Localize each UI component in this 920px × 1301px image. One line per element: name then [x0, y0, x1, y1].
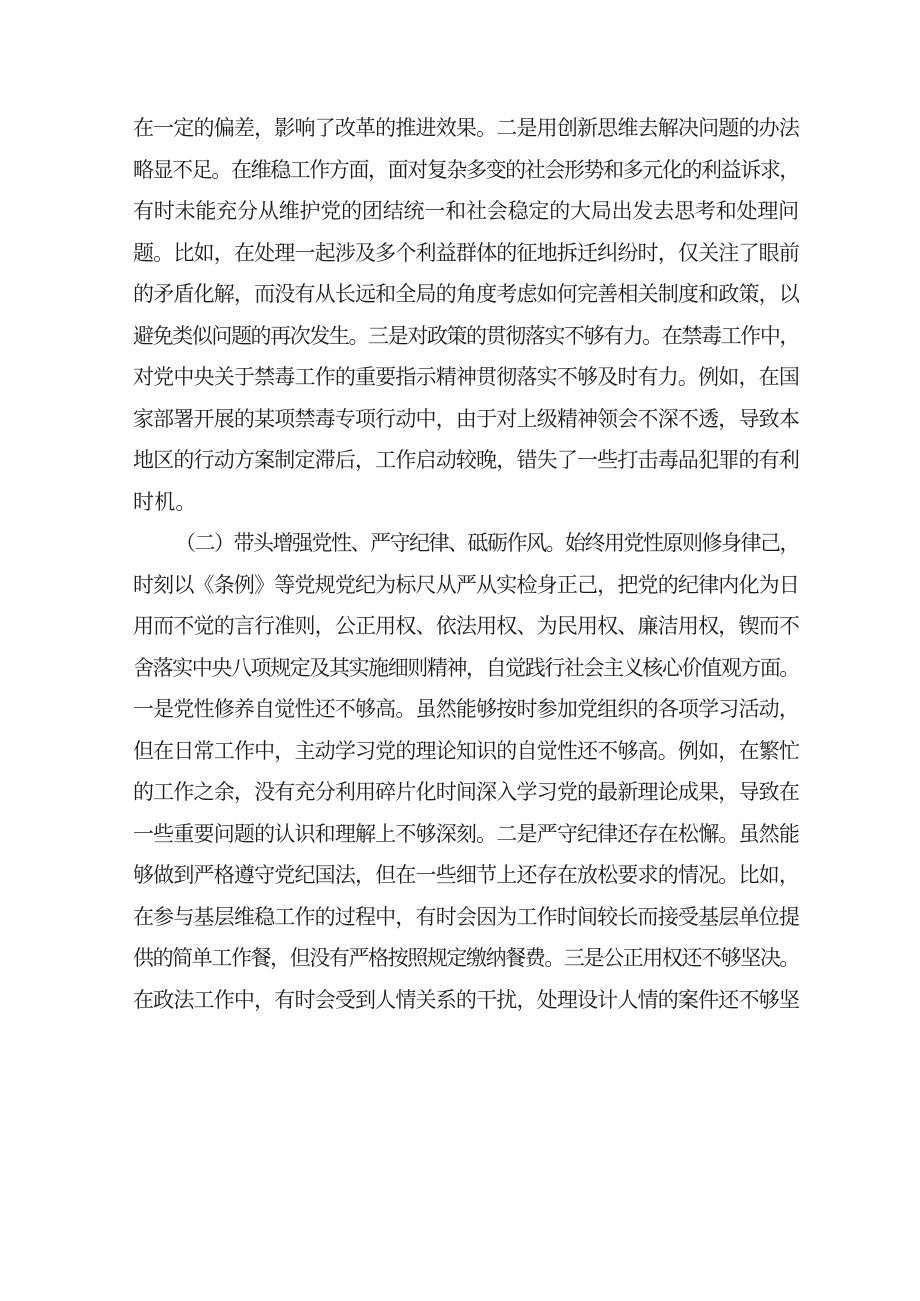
text-line: 够做到严格遵守党纪国法，但在一些细节上还存在放松要求的情况。比如，: [133, 863, 800, 887]
text-line: 时刻以《条例》等党规党纪为标尺从严从实检身正己，把党的纪律内化为日: [133, 572, 800, 597]
text-line: 的工作之余，没有充分利用碎片化时间深入学习党的最新理论成果，导致在: [133, 780, 800, 804]
text-line: 供的简单工作餐，但没有严格按照规定缴纳餐费。三是公正用权还不够坚决。: [133, 946, 799, 970]
text-line: 有时未能充分从维护党的团结统一和社会稳定的大局出发去思考和处理问: [133, 199, 799, 223]
text-line: 题。比如，在处理一起涉及多个利益群体的征地拆迁纠纷时，仅关注了眼前: [133, 240, 800, 265]
text-line: 地区的行动方案制定滞后，工作启动较晚，错失了一些打击毒品犯罪的有利: [133, 448, 800, 472]
text-line: 在参与基层维稳工作的过程中，有时会因为工作时间较长而接受基层单位提: [133, 904, 800, 929]
text-line: 略显不足。在维稳工作方面，面对复杂多变的社会形势和多元化的利益诉求，: [133, 157, 799, 182]
text-line: 一些重要问题的认识和理解上不够深刻。二是严守纪律还存在松懈。虽然能: [133, 821, 800, 846]
text-line: 在一定的偏差，影响了改革的推进效果。二是用创新思维去解决问题的办法: [133, 116, 800, 140]
text-line: 家部署开展的某项禁毒专项行动中，由于对上级精神领会不深不透，导致本: [133, 406, 800, 431]
text-line: 但在日常工作中，主动学习党的理论知识的自觉性还不够高。例如，在繁忙: [133, 738, 800, 763]
text-line: 的矛盾化解，而没有从长远和全局的角度考虑如何完善相关制度和政策，以: [133, 282, 800, 306]
text-line: 时机。: [133, 489, 197, 514]
text-line: 用而不觉的言行准则，公正用权、依法用权、为民用权、廉洁用权，锲而不: [133, 614, 800, 638]
text-line: 对党中央关于禁毒工作的重要指示精神贯彻落实不够及时有力。例如，在国: [133, 365, 800, 389]
text-line: 在政法工作中，有时会受到人情关系的干扰，处理设计人情的案件还不够坚: [133, 987, 800, 1012]
text-line: 一是党性修养自觉性还不够高。虽然能够按时参加党组织的各项学习活动，: [133, 697, 800, 721]
text-line: （二）带头增强党性、严守纪律、砥砺作风。始终用党性原则修身律己，: [175, 531, 799, 555]
body-text: [133, 108, 799, 1021]
text-line: 舍落实中央八项规定及其实施细则精神，自觉践行社会主义核心价值观方面。: [133, 655, 799, 680]
text-line: 避免类似问题的再次发生。三是对政策的贯彻落实不够有力。在禁毒工作中，: [133, 323, 799, 348]
